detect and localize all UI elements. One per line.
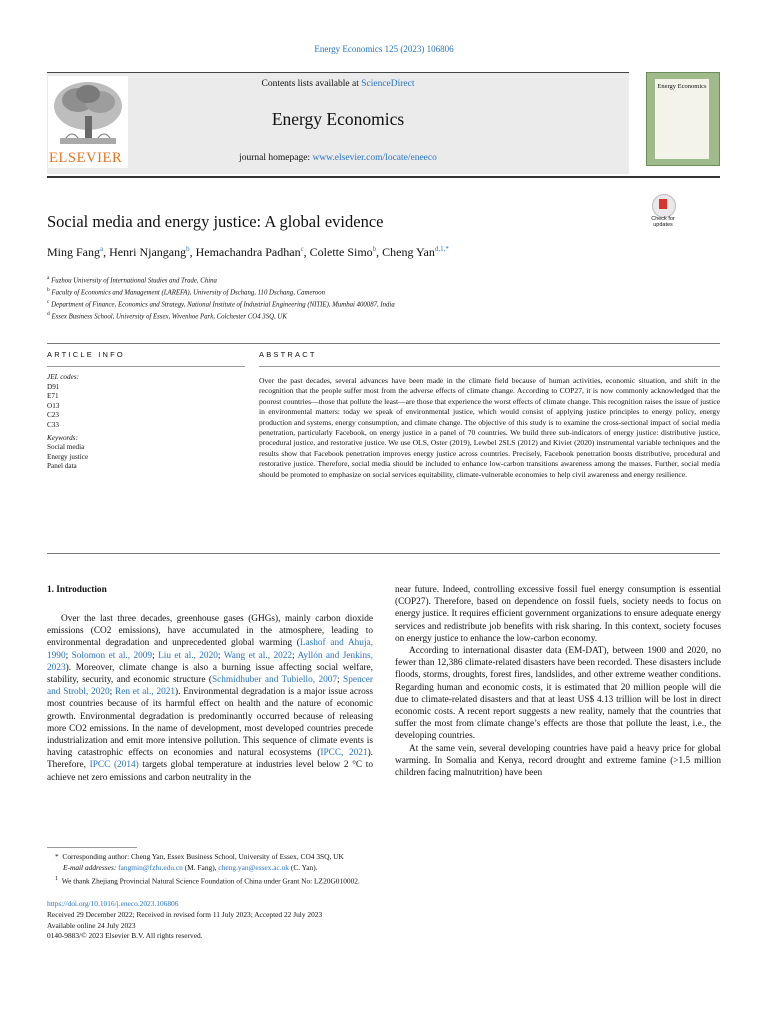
citation-link[interactable]: Schmidhuber and Tubiello, 2007 [211, 675, 338, 686]
author-list [47, 245, 449, 260]
keywords-label: Keywords: [47, 433, 78, 442]
journal-cover-thumbnail[interactable] [646, 72, 720, 166]
affiliations [47, 274, 395, 321]
homepage-line [47, 153, 629, 163]
citation-link[interactable]: Solomon et al., 2009 [71, 650, 153, 661]
jel-code: C33 [47, 420, 59, 429]
body-column-right [395, 584, 721, 779]
publication-info [47, 899, 322, 942]
email-link[interactable]: fangmin@fzfu.edu.cn [118, 862, 183, 872]
contents-line [47, 79, 629, 89]
journal-reference-link[interactable] [0, 44, 768, 54]
paragraph: near future. Indeed, controlling excessive fossil fuel energy consumption is essential (COP27). Therefore, based on dependence on fossil fuels, society needs to focus on energy justice. It requires efficient government organizations to ensure adequate energy services and redistribute job benefits with risk sharing. In this context, society focuses on energy justice to enhance the low-carbon economy. [395, 585, 721, 644]
body-column-left [47, 613, 373, 784]
footnote-1: $^1$ We thank Zhejiang Provincial Natural Science Foundation of China under Grant No: LZ20G010002. [55, 875, 360, 886]
footnote-mark: * [55, 852, 59, 861]
cover-title: Energy Economics [657, 83, 707, 90]
abstract-bottom-rule [47, 553, 720, 554]
citation-link[interactable]: Spencer and Strobl, 2020 [47, 675, 373, 698]
author[interactable]: Hemachandra Padhan$^c$, [195, 245, 310, 259]
sciencedirect-link[interactable]: ScienceDirect [361, 79, 415, 89]
footnote-rule [47, 847, 137, 848]
copyright: 0140-9883/© 2023 Elsevier B.V. All rights reserved. [47, 931, 203, 941]
citation-link[interactable]: Ren et al., 2021 [115, 687, 176, 698]
citation-link[interactable]: IPCC, 2021 [320, 748, 368, 759]
jel-label: JEL codes: [47, 373, 80, 381]
citation-link[interactable]: Lashof and Ahuja, 1990 [47, 638, 373, 661]
author[interactable]: Henri Njangang$^b$, [109, 245, 196, 259]
citation-link[interactable]: IPCC (2014) [89, 760, 139, 771]
jel-code: D91 [47, 382, 60, 391]
footnote-emails: E-mail addresses: fangmin@fzfu.edu.cn (M. Fang), cheng.yan@essex.ac.uk (C. Yan). [63, 862, 318, 872]
jel-code: O13 [47, 401, 60, 410]
keyword: Social media [47, 443, 85, 452]
affiliation: $^b$ Faculty of Economics and Management (LAREFA), University of Dschang, 110 Dschang, Cameroon [47, 286, 326, 297]
affiliation: $^a$ Fuzhou University of International Studies and Trade, China [47, 275, 217, 285]
abstract-heading: ABSTRACT [259, 350, 317, 359]
article-info-list [47, 373, 88, 472]
contents-prefix: Contents lists available at [261, 79, 362, 89]
citation-link[interactable]: Ayllón and Jenkins, 2023 [47, 650, 373, 673]
article-info-heading: ARTICLE INFO [47, 350, 125, 359]
author[interactable]: Ming Fang$^a$, [47, 245, 110, 259]
journal-masthead [47, 72, 629, 174]
journal-title: Energy Economics [271, 109, 405, 129]
section-heading-introduction: 1. Introduction [47, 585, 107, 595]
section-divider [47, 343, 720, 344]
citation-link[interactable]: Liu et al., 2020 [158, 650, 218, 661]
elsevier-wordmark: ELSEVIER [49, 150, 123, 166]
jel-code: E71 [47, 392, 59, 401]
paragraph: According to international disaster data (EM-DAT), between 1900 and 2020, no fewer than 12,386 climate-related disasters have been recorded. These disasters include floods, storms, droughts, forest fires, landslides, and other extreme weather conditions. Regarding human and economic costs, it is estimated that 20 million people will die due to climate-related disasters and that at least US$ 4.13 trillion will be lost in direct economic costs. A recent report suggests a new reality, namely that the countries that suffer the most from climate change’s effects are those that pollute the least, i.e., the developing countries. [395, 646, 721, 742]
abstract-text: Over the past decades, several advances have been made in the climate field because of human activities, economic situation, and shift in the recognition that the people suffer most from the adverse effects of climate change. According to COP27, it is now commonly acknowledged that the poorest countries—those that pollute the least—are those that experience the worst effects of climate change. This recognition raises the issue of justice in environmental matters: today we speak of environmental justice, which would consist of applying justice principles to energy policy, energy production and systems, energy consumption, and climate change. The objective of this study is to examine the cross-sectional impact of social media penetration, particularly Facebook, on energy justice in a panel of 70 countries. We build three sub-indicators of energy justice: distributive justice, procedural justice, and restorative justice. We use OLS, Oster (2019), Lewbel 2SLS (2012) and Kiviet (2020) instrumental variable techniques and the results show that Facebook penetration improves energy justice across countries. Precisely, Facebook penetration boosts distributive, procedural and restorative justice. Therefore, social media should be included to enhance low-carbon transitions awareness among the masses. Further, social media should be promoted to emphasize on social services equitability, climate-vulnerable economies to help civil awareness and energy resilience. [259, 376, 720, 479]
affiliation: $^c$ Department of Finance, Economics and Strategy, National Institute of Industrial Engineering (NITIE), Mumbai 400087, India [47, 298, 395, 308]
keyword: Panel data [47, 462, 77, 471]
abstract-rule [259, 366, 720, 367]
article-title: Social media and energy justice: A global evidence [47, 212, 384, 231]
paragraph: At the same vein, several developing countries have paid a heavy price for global warming. In Somalia and Kenya, record drought and extreme famine (>1.5 million children facing malnutrition) have been [395, 743, 721, 779]
email-link[interactable]: cheng.yan@essex.ac.uk [218, 862, 290, 872]
homepage-prefix: journal homepage: [239, 153, 313, 163]
cover-inner [655, 79, 709, 159]
paragraph: Over the last three decades, greenhouse gases (GHGs), mainly carbon dioxide emissions (CO2 emissions), have accumulated in the atmosphere, leading to environmental degradation and unprecedented global warming (Lashof and Ahuja, 1990; Solomon et al., 2009; Liu et al., 2020; Wang et al., 2022; Ayllón and Jenkins, 2023). Moreover, climate change is also a burning issue affecting social welfare, stability, security, and economic structure (Schmidhuber and Tubiello, 2007; Spencer and Strobl, 2020; Ren et al., 2021). Environmental degradation is a major issue across most countries because of its harmful effect on health and the nature of economic growth. Environmental degradation is predominantly occurred because of releasing more CO2 emissions. In the name of development, most developed countries precede industrialization and emit more intensive pollution. This sequence of climate events is having catastrophic effects on economies and natural ecosystems (IPCC, 2021). Therefore, IPCC (2014) targets global temperature at industries level below 2 °C to achieve net zero emissions and carbon neutrality in the [47, 614, 374, 783]
article-info-rule [47, 366, 245, 367]
footnote-mark: 1 [55, 875, 59, 882]
footnote-corresponding: * Corresponding author: Cheng Yan, Essex Business School, University of Essex, CO4 3SQ, UK [55, 852, 344, 861]
available-online: Available online 24 July 2023 [47, 920, 136, 930]
journal-reference[interactable]: Energy Economics 125 (2023) 106806 [314, 44, 454, 54]
citation-link[interactable]: Wang et al., 2022 [223, 650, 293, 661]
affiliation: $^d$ Essex Business School, University of Essex, Wivenhoe Park, Colchester CO4 3SQ, UK [47, 310, 287, 320]
doi-link[interactable]: https://doi.org/10.1016/j.eneco.2023.106806 [47, 899, 179, 908]
header-divider [47, 176, 720, 178]
jel-code: C23 [47, 411, 59, 420]
keyword: Energy justice [47, 452, 89, 461]
badge-label: Check for updates [651, 216, 675, 228]
author[interactable]: Cheng Yan$^{d,1,*}$ [382, 245, 449, 259]
footnotes [47, 852, 360, 887]
received-dates: Received 29 December 2022; Received in revised form 11 July 2023; Accepted 22 July 2023 [47, 909, 323, 919]
author[interactable]: Colette Simo$^b$, [309, 245, 383, 259]
homepage-link[interactable]: www.elsevier.com/locate/eneeco [312, 153, 437, 163]
bookmark-icon [659, 199, 667, 209]
check-for-updates-badge[interactable] [646, 194, 680, 230]
